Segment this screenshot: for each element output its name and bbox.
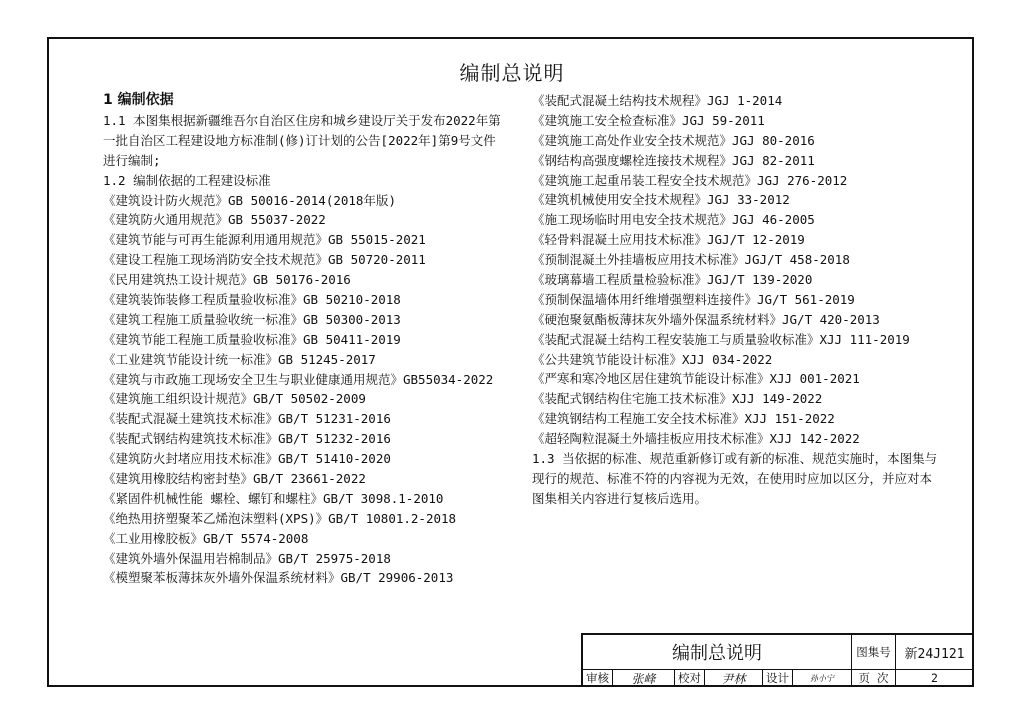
standard-item: 《工业建筑节能设计统一标准》GB 51245-2017: [103, 351, 376, 367]
standard-item: 《建筑外墙外保温用岩棉制品》GB/T 25975-2018: [103, 550, 391, 566]
page-label: 页 次: [852, 669, 896, 687]
standards-list-right: [532, 91, 942, 449]
title-block: [581, 633, 974, 687]
standard-item: 《轻骨料混凝土应用技术标准》JGJ/T 12-2019: [532, 232, 805, 248]
standard-item: 《建设工程施工现场消防安全技术规范》GB 50720-2011: [103, 252, 426, 268]
standard-item: 《公共建筑节能设计标准》XJJ 034-2022: [532, 351, 773, 367]
standards-list-left: [103, 191, 503, 589]
standard-item: 《硬泡聚氨酯板薄抹灰外墙外保温系统材料》JG/T 420-2013: [532, 311, 880, 327]
page-number: 2: [896, 669, 974, 687]
standard-item: 《建筑节能工程施工质量验收标准》GB 50411-2019: [103, 331, 401, 347]
section-heading: 1 编制依据: [103, 92, 174, 108]
standard-item: 《建筑施工起重吊装工程安全技术规范》JGJ 276-2012: [532, 172, 848, 188]
design-signature: 孙小宁: [793, 669, 852, 687]
check-signature: 尹林: [705, 669, 763, 687]
standard-item: 《钢结构高强度螺栓连接技术规程》JGJ 82-2011: [532, 152, 815, 168]
review-signature: 张峰: [613, 669, 675, 687]
standard-item: 《装配式钢结构住宅施工技术标准》XJJ 149-2022: [532, 391, 823, 407]
standard-item: 《装配式钢结构建筑技术标准》GB/T 51232-2016: [103, 431, 391, 447]
paragraph-1-3: 1.3 当依据的标准、规范重新修订或有新的标准、规范实施时，本图集与现行的规范、标准不符的内容视为无效，在使用时应加以区分，并应对本图集相关内容进行复核后选用。: [532, 451, 938, 506]
title-block-row-2: [583, 669, 974, 687]
standard-item: 《预制混凝土外挂墙板应用技术标准》JGJ/T 458-2018: [532, 252, 850, 268]
set-label: 图集号: [852, 635, 896, 669]
left-column: [103, 91, 503, 588]
standard-item: 《建筑施工安全检查标准》JGJ 59-2011: [532, 112, 765, 128]
standard-item: 《建筑装饰装修工程质量验收标准》GB 50210-2018: [103, 291, 401, 307]
standard-item: 《施工现场临时用电安全技术规范》JGJ 46-2005: [532, 212, 815, 228]
standard-item: 《绝热用挤塑聚苯乙烯泡沫塑料(XPS)》GB/T 10801.2-2018: [103, 510, 457, 526]
standard-item: 《工业用橡胶板》GB/T 5574-2008: [103, 530, 309, 546]
standard-item: 《装配式混凝土结构工程安装施工与质量验收标准》XJJ 111-2019: [532, 331, 910, 347]
title-block-row-1: [583, 635, 974, 670]
standard-item: 《预制保温墙体用纤维增强塑料连接件》JG/T 561-2019: [532, 291, 855, 307]
standard-item: 《建筑机械使用安全技术规程》JGJ 33-2012: [532, 192, 790, 208]
review-label: 审核: [583, 669, 613, 687]
paragraph-1-1: 1.1 本图集根据新疆维吾尔自治区住房和城乡建设厅关于发布2022年第一批自治区工程建设地方标准制(修)订计划的公告[2022年]第9号文件进行编制;: [103, 112, 501, 168]
standard-item: 《建筑施工高处作业安全技术规范》JGJ 80-2016: [532, 132, 815, 148]
check-label: 校对: [675, 669, 705, 687]
standard-item: 《民用建筑热工设计规范》GB 50176-2016: [103, 272, 351, 288]
standard-item: 《建筑与市政施工现场安全卫生与职业健康通用规范》GB55034-2022: [103, 371, 494, 387]
standard-item: 《建筑钢结构工程施工安全技术标准》XJJ 151-2022: [532, 411, 835, 427]
drawing-name: 编制总说明: [583, 635, 852, 669]
standard-item: 《装配式混凝土结构技术规程》JGJ 1-2014: [532, 93, 783, 108]
standard-item: 《超轻陶粒混凝土外墙挂板应用技术标准》XJJ 142-2022: [532, 431, 860, 447]
standard-item: 《严寒和寒冷地区居住建筑节能设计标准》XJJ 001-2021: [532, 371, 860, 387]
standard-item: 《模塑聚苯板薄抹灰外墙外保温系统材料》GB/T 29906-2013: [103, 570, 454, 586]
standard-item: 《紧固件机械性能 螺栓、螺钉和螺柱》GB/T 3098.1-2010: [103, 490, 444, 506]
page-title: 编制总说明: [459, 61, 565, 85]
standard-item: 《装配式混凝土建筑技术标准》GB/T 51231-2016: [103, 411, 391, 427]
paragraph-1-2: 1.2 编制依据的工程建设标准: [103, 172, 271, 188]
standard-item: 《建筑用橡胶结构密封垫》GB/T 23661-2022: [103, 470, 366, 486]
standard-item: 《玻璃幕墙工程质量检验标准》JGJ/T 139-2020: [532, 272, 813, 288]
standard-item: 《建筑设计防火规范》GB 50016-2014(2018年版): [103, 192, 396, 208]
standard-item: 《建筑防火通用规范》GB 55037-2022: [103, 212, 326, 228]
standard-item: 《建筑节能与可再生能源利用通用规范》GB 55015-2021: [103, 232, 426, 248]
right-column: [532, 91, 942, 509]
standard-item: 《建筑工程施工质量验收统一标准》GB 50300-2013: [103, 311, 401, 327]
standard-item: 《建筑施工组织设计规范》GB/T 50502-2009: [103, 391, 366, 407]
standard-item: 《建筑防火封堵应用技术标准》GB/T 51410-2020: [103, 451, 391, 467]
set-number: 新24J121: [896, 635, 974, 669]
design-label: 设计: [763, 669, 793, 687]
